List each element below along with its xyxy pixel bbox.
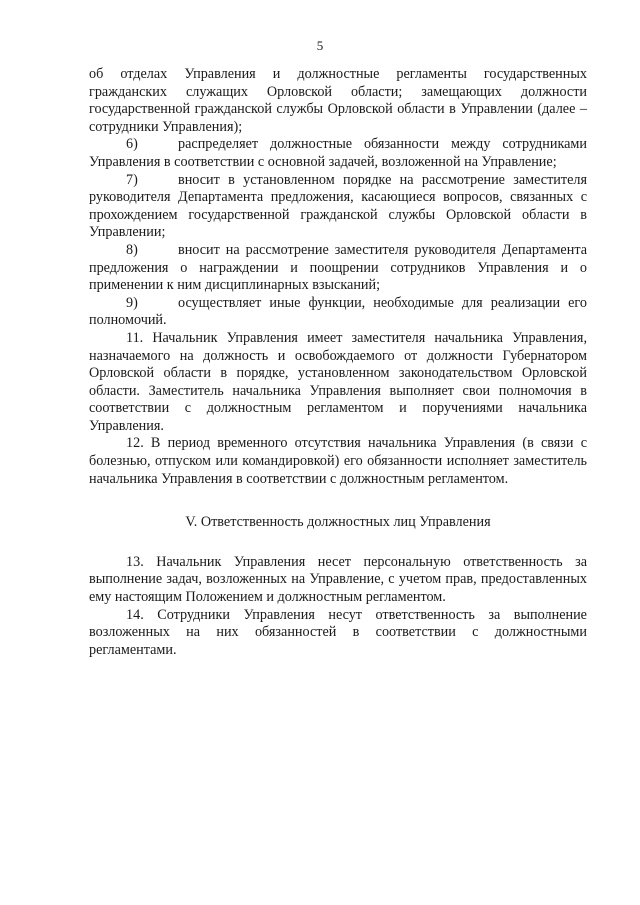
list-item-text: распределяет должностные обязанности между сотрудниками Управления в соответствии с основной задачей, возложенной на Управление;	[89, 136, 587, 170]
paragraph-13: 13. Начальник Управления несет персональную ответственность за выполнение задач, возложенных на Управление, с учетом прав, предоставленных ему настоящим Положением и должностным регламентом.	[89, 553, 587, 606]
list-item-text: вносит в установленном порядке на рассмотрение заместителя руководителя Департамента предложения, касающиеся вопросов, связанных с прохождением государственной гражданской службы Орловской области в Управлении;	[89, 171, 587, 241]
intro-paragraph: об отделах Управления и должностные регламенты государственных гражданских служащих Орловской области; замещающих должности государственной гражданской службы Орловской области в Управлении (далее – сотрудники Управления);	[89, 66, 587, 135]
list-item-8	[89, 242, 587, 295]
list-item-7	[89, 172, 587, 242]
list-item-number: 8)	[126, 241, 138, 258]
paragraph-14: 14. Сотрудники Управления несут ответственность за выполнение возложенных на них обязанностей в соответствии с должностными регламентами.	[89, 606, 587, 658]
paragraph-12: 12. В период временного отсутствия начальника Управления (в связи с болезнью, отпуском или командировкой) его обязанности исполняет заместитель начальника Управления в соответствии с должностным регламентом.	[89, 435, 587, 487]
list-item-number: 7)	[126, 171, 138, 188]
list-item-9	[89, 295, 587, 330]
list-item-number: 9)	[126, 294, 138, 311]
page-number: 5	[316, 38, 324, 53]
list-item-text: осуществляет иные функции, необходимые для реализации его полномочий.	[89, 294, 587, 329]
section-heading: V. Ответственность должностных лиц Управления	[185, 514, 491, 531]
list-item-number: 6)	[126, 136, 138, 153]
list-item-6	[89, 136, 587, 171]
list-item-text: вносит на рассмотрение заместителя руководителя Департамента предложения о награждении и поощрении сотрудников Управления и о применении к ним дисциплинарных взысканий;	[89, 241, 587, 294]
paragraph-11: 11. Начальник Управления имеет заместителя начальника Управления, назначаемого на должность и освобождаемого от должности Губернатором Орловской области в порядке, установленном законодательством Орловской области. Заместитель начальника Управления выполняет свои полномочия в соответствии с должностным регламентом и поручениями начальника Управления.	[89, 329, 587, 434]
document-body	[89, 66, 587, 659]
